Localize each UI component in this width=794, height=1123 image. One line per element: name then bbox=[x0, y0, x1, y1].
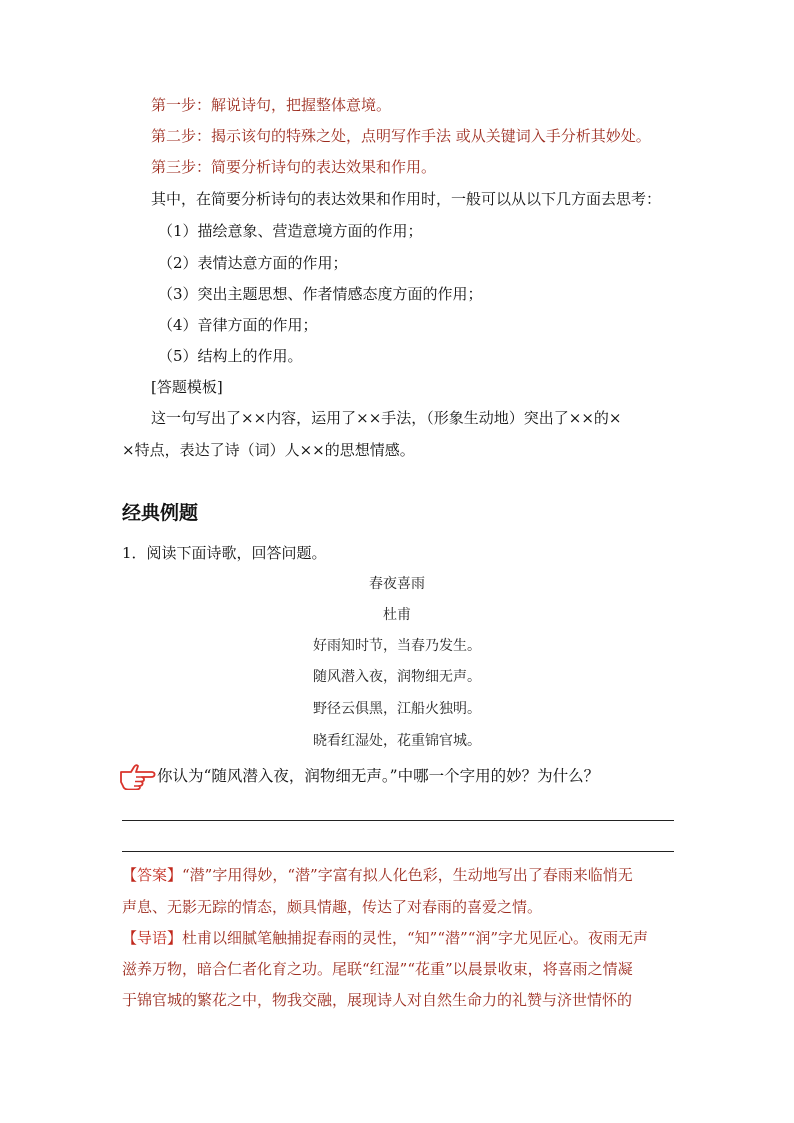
template-label: [答题模板] bbox=[151, 378, 223, 396]
guide-line-1: 【导语】杜甫以细腻笔触捕捉春雨的灵性，“知”“潜”“润”字尤见匠心。夜雨无声 bbox=[122, 929, 649, 947]
guide-line-2: 滋养万物，暗合仁者化育之功。尾联“红湿”“花重”以晨景收束，将喜雨之情凝 bbox=[122, 960, 633, 978]
question-intro: 1．阅读下面诗歌，回答问题。 bbox=[122, 544, 327, 562]
aspect-item: （4）音律方面的作用； bbox=[158, 316, 318, 334]
poem-title: 春夜喜雨 bbox=[369, 576, 425, 592]
aspect-item: （2）表情达意方面的作用； bbox=[158, 254, 348, 272]
answer-blank-line[interactable] bbox=[122, 820, 674, 821]
aspects-intro: 其中，在简要分析诗句的表达效果和作用时，一般可以从以下几方面去思考： bbox=[151, 190, 662, 208]
aspect-item: （1）描绘意象、营造意境方面的作用； bbox=[158, 222, 423, 240]
poem-line: 随风潜入夜，润物细无声。 bbox=[313, 669, 481, 685]
pointing-hand-icon bbox=[118, 760, 158, 790]
poem-line: 野径云俱黑，江船火独明。 bbox=[313, 701, 481, 717]
poem-line: 好雨知时节，当春乃发生。 bbox=[313, 638, 481, 654]
question-text: 你认为“随风潜入夜，润物细无声。”中哪一个字用的妙？为什么？ bbox=[157, 767, 600, 785]
answer-tag: 【答案】 bbox=[122, 866, 183, 884]
aspect-item: （3）突出主题思想、作者情感态度方面的作用； bbox=[158, 285, 483, 303]
step-3: 第三步：简要分析诗句的表达效果和作用。 bbox=[151, 158, 437, 176]
guide-tag: 【导语】 bbox=[122, 929, 183, 947]
aspect-item: （5）结构上的作用。 bbox=[158, 347, 303, 365]
answer-line-2: 声息、无影无踪的情态，颇具情趣，传达了对春雨的喜爱之情。 bbox=[122, 898, 543, 916]
poem-line: 晓看红湿处，花重锦官城。 bbox=[313, 733, 481, 749]
template-line-2: ×特点，表达了诗（词）人××的思想情感。 bbox=[122, 441, 415, 459]
template-line-1: 这一句写出了××内容，运用了××手法，（形象生动地）突出了××的× bbox=[151, 409, 622, 427]
section-heading: 经典例题 bbox=[122, 502, 199, 524]
poem-author: 杜甫 bbox=[383, 607, 411, 623]
step-1: 第一步：解说诗句，把握整体意境。 bbox=[151, 96, 392, 114]
step-2: 第二步：揭示该句的特殊之处，点明写作手法 或从关键词入手分析其妙处。 bbox=[151, 127, 651, 145]
guide-line-3: 于锦官城的繁花之中，物我交融，展现诗人对自然生命力的礼赞与济世情怀的 bbox=[122, 991, 633, 1009]
answer-line-1: 【答案】“潜”字用得妙，“潜”字富有拟人化色彩，生动地写出了春雨来临悄无 bbox=[122, 866, 633, 884]
answer-blank-line[interactable] bbox=[122, 851, 674, 852]
